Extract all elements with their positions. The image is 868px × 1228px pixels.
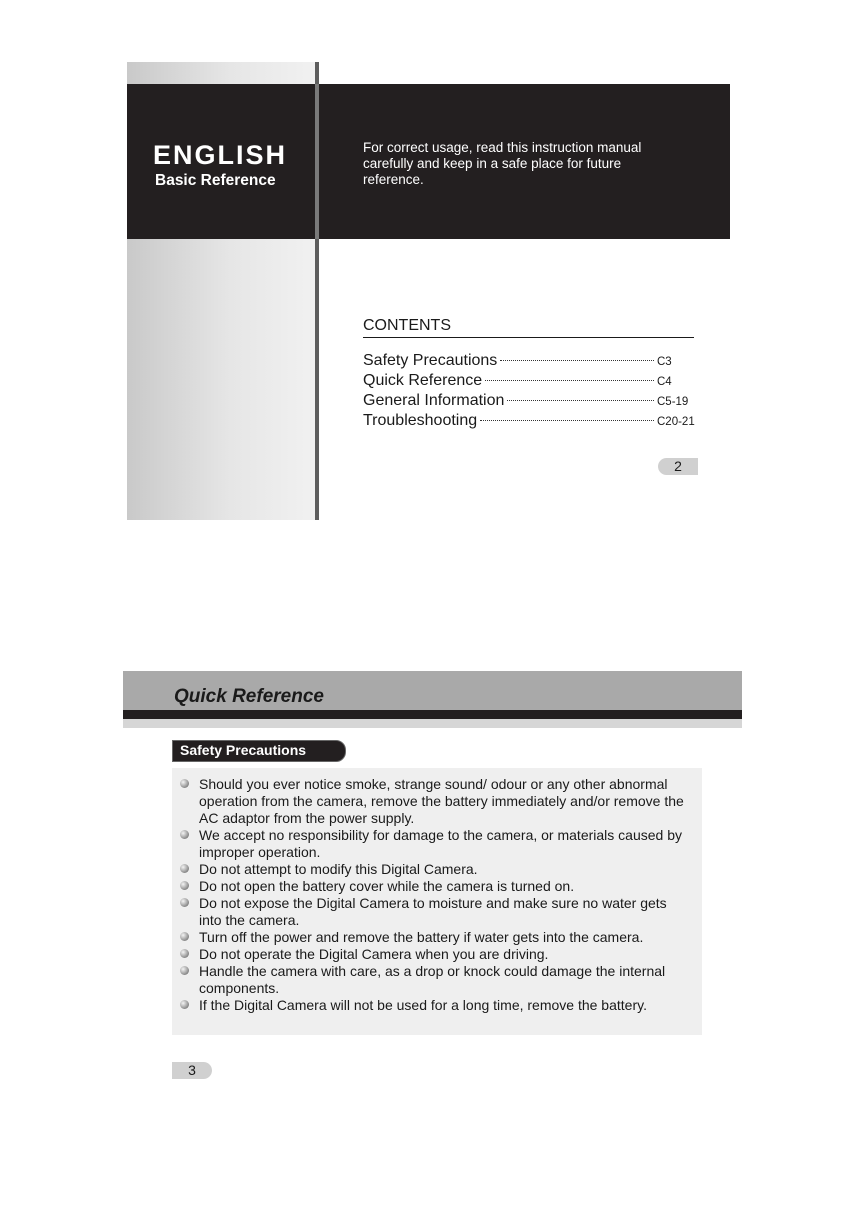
precautions-list [172,768,702,1014]
list-item [172,946,689,963]
page-number-badge: 2 [658,458,698,475]
list-item [172,895,689,929]
toc-item-quick-reference[interactable] [363,372,703,392]
toc-label: Quick Reference [363,372,483,389]
list-item [172,963,689,997]
subsection-tab-label: Safety Precautions [180,742,307,758]
list-item-text: If the Digital Camera will not be used for a long time, remove the battery. [199,997,647,1013]
list-item-text: Turn off the power and remove the battery if water gets into the camera. [199,929,644,945]
header-rule-dark [123,710,742,719]
toc-leader [500,360,654,361]
list-item [172,878,689,895]
bullet-icon [180,864,189,873]
bullet-icon [180,898,189,907]
toc-label: Troubleshooting [363,412,478,429]
toc-label: General Information [363,392,505,409]
section-title: Quick Reference [174,686,324,707]
bullet-icon [180,779,189,788]
toc-page: C4 [657,376,672,388]
section-header-band [123,671,742,710]
toc-leader [480,420,654,421]
contents-heading: CONTENTS [363,317,451,334]
table-of-contents [363,352,703,432]
toc-item-safety[interactable] [363,352,703,372]
toc-page: C3 [657,356,672,368]
list-item-text: Do not expose the Digital Camera to moisture and make sure no water gets into the camera. [199,895,667,928]
bullet-icon [180,830,189,839]
page-number-badge: 3 [172,1062,212,1079]
bullet-icon [180,949,189,958]
bullet-icon [180,881,189,890]
list-item-text: Do not attempt to modify this Digital Camera. [199,861,478,877]
header-rule-light [123,719,742,728]
list-item-text: Do not operate the Digital Camera when you are driving. [199,946,549,962]
list-item [172,827,689,861]
toc-page: C20-21 [657,416,695,428]
toc-leader [485,380,654,381]
list-item-text: Do not open the battery cover while the camera is turned on. [199,878,575,894]
language-title: ENGLISH [153,140,288,170]
list-item [172,929,689,946]
list-item-text: Handle the camera with care, as a drop or knock could damage the internal components. [199,963,666,996]
bullet-icon [180,966,189,975]
toc-item-general-information[interactable] [363,392,703,412]
list-item-text: We accept no responsibility for damage to the camera, or materials caused by improper operation. [199,827,682,860]
toc-label: Safety Precautions [363,352,498,369]
list-item-text: Should you ever notice smoke, strange sound/ odour or any other abnormal operation from the camera, remove the battery immediately and/or remove the AC adaptor from the power supply. [199,776,684,826]
precautions-panel [172,768,702,1035]
header-divider [315,84,319,239]
toc-item-troubleshooting[interactable] [363,412,703,432]
cover-header [127,84,730,239]
subsection-tab [172,740,346,762]
list-item [172,997,689,1014]
bullet-icon [180,932,189,941]
list-item [172,776,689,827]
list-item [172,861,689,878]
toc-page: C5-19 [657,396,689,408]
toc-leader [507,400,654,401]
contents-rule [363,337,694,338]
bullet-icon [180,1000,189,1009]
manual-subtitle: Basic Reference [155,172,276,189]
intro-text: For correct usage, read this instruction manual carefully and keep in a safe place for future reference. [363,140,642,187]
